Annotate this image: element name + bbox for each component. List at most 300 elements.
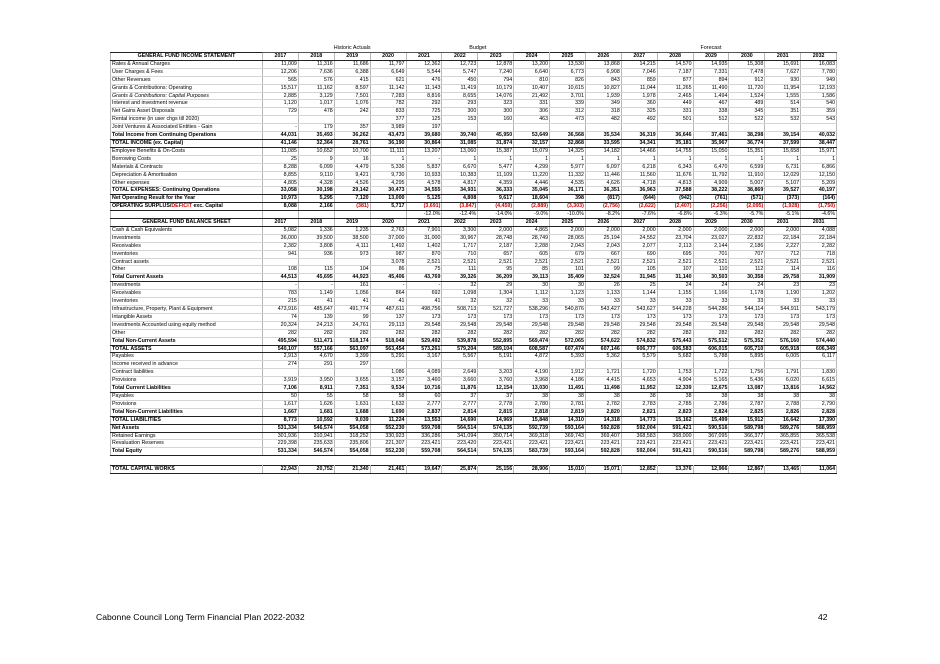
value-cell: 2,820 (585, 408, 621, 416)
value-cell: 9,421 (334, 171, 370, 179)
value-cell: - (263, 124, 299, 132)
value-cell: 543 (801, 116, 837, 124)
value-cell: 29,548 (765, 321, 801, 329)
value-cell: 583,739 (514, 448, 550, 456)
value-cell: 35,967 (693, 139, 729, 147)
value-cell: 725 (406, 108, 442, 116)
value-cell: 11,009 (263, 60, 299, 68)
value-cell: 75 (406, 266, 442, 274)
table-row (111, 313, 940, 321)
value-cell: 1,120 (263, 100, 299, 108)
value-cell: 592,828 (585, 424, 621, 432)
value-cell: 592,828 (585, 448, 621, 456)
value-cell: 345 (729, 108, 765, 116)
value-cell: 33 (729, 298, 765, 306)
value-cell: 23,704 (657, 234, 693, 242)
value-cell: 11,498 (585, 385, 621, 393)
row-label: TOTAL CAPITAL WORKS (111, 466, 263, 474)
value-cell: 9,730 (370, 171, 406, 179)
value-cell: 572,065 (550, 337, 586, 345)
value-cell: 498,756 (406, 306, 442, 314)
value-cell (729, 361, 765, 369)
value-cell: 33 (550, 298, 586, 306)
value-cell: 2,782 (585, 400, 621, 408)
value-cell: (164) (801, 195, 837, 203)
value-cell: 2,288 (514, 242, 550, 250)
value-cell: 338 (693, 108, 729, 116)
value-cell: 39,680 (406, 132, 442, 140)
row-label: Intangible Assets (111, 313, 263, 321)
value-cell: 2,521 (478, 258, 514, 266)
value-cell: 7,240 (478, 68, 514, 76)
value-cell: 864 (370, 290, 406, 298)
value-cell: 36,319 (621, 132, 657, 140)
value-cell: 936 (298, 250, 334, 258)
value-cell: 606,777 (621, 345, 657, 353)
value-cell: 223,421 (585, 440, 621, 448)
group-spacer (550, 44, 586, 53)
value-cell: 463 (514, 116, 550, 124)
value-cell: 293 (442, 100, 478, 108)
value-cell: 1 (442, 155, 478, 163)
value-cell: 7,478 (729, 68, 765, 76)
value-cell: 552,230 (370, 448, 406, 456)
value-cell: 28,761 (334, 139, 370, 147)
table-body (111, 44, 940, 474)
table-row (111, 226, 940, 234)
value-cell: 29,548 (657, 321, 693, 329)
value-cell: 2,781 (550, 400, 586, 408)
value-cell: 11,792 (693, 171, 729, 179)
value-cell: 11,686 (334, 60, 370, 68)
value-cell: 85 (514, 266, 550, 274)
value-cell: 282 (442, 329, 478, 337)
value-cell: 297 (334, 361, 370, 369)
year-header-cell: 2023 (478, 53, 514, 61)
value-cell: 2,043 (585, 242, 621, 250)
row-label: Receivables (111, 290, 263, 298)
value-cell: 930 (765, 76, 801, 84)
row-label: TOTAL ASSETS (111, 345, 263, 353)
value-cell (585, 124, 621, 132)
value-cell: 575,443 (657, 337, 693, 345)
value-cell: 591,421 (657, 424, 693, 432)
table-row (111, 124, 940, 132)
value-cell: 4,446 (514, 179, 550, 187)
value-cell: 23 (801, 282, 837, 290)
value-cell: 564,514 (442, 424, 478, 432)
value-cell: 173 (729, 313, 765, 321)
value-cell: 540,107 (263, 345, 299, 353)
value-cell: 4,089 (406, 369, 442, 377)
group-spacer (514, 44, 550, 53)
value-cell: 367,095 (693, 432, 729, 440)
value-cell: 6,866 (801, 163, 837, 171)
value-cell: 7,901 (406, 226, 442, 234)
value-cell: 37,461 (693, 132, 729, 140)
value-cell: 539,878 (442, 337, 478, 345)
value-cell: 36,262 (334, 132, 370, 140)
value-cell: 357 (334, 124, 370, 132)
value-cell: 29,113 (370, 321, 406, 329)
value-cell: 2,819 (550, 408, 586, 416)
value-cell (801, 361, 837, 369)
value-cell: 2,000 (585, 226, 621, 234)
value-cell (765, 361, 801, 369)
value-cell: 2,000 (478, 226, 514, 234)
value-cell: 15,691 (765, 60, 801, 68)
balance-year-header-row (111, 219, 940, 227)
value-cell: 13,000 (370, 195, 406, 203)
value-cell (406, 361, 442, 369)
table-row (111, 68, 940, 76)
value-cell: 312 (550, 108, 586, 116)
value-cell: 37 (478, 392, 514, 400)
value-cell: 1,166 (693, 290, 729, 298)
table-row (111, 242, 940, 250)
value-cell: 1,717 (442, 242, 478, 250)
row-label: User Charges & Fees (111, 68, 263, 76)
value-cell: 5,579 (621, 353, 657, 361)
value-cell: 235,633 (298, 440, 334, 448)
value-cell: 2,186 (729, 242, 765, 250)
value-cell: 369,407 (585, 432, 621, 440)
value-cell: 589,104 (478, 345, 514, 353)
value-cell: 39,527 (765, 187, 801, 195)
value-cell (263, 258, 299, 266)
value-cell: 565 (263, 76, 299, 84)
value-cell: 1 (550, 155, 586, 163)
value-cell: 4,299 (514, 163, 550, 171)
row-label: Contract liabilities (111, 369, 263, 377)
value-cell: 1,939 (585, 92, 621, 100)
value-cell: 543,179 (801, 306, 837, 314)
value-cell: 34,341 (621, 139, 657, 147)
value-cell: 300 (478, 108, 514, 116)
value-cell: 173 (442, 313, 478, 321)
value-cell: 366,377 (729, 432, 765, 440)
value-cell: 197 (406, 124, 442, 132)
value-cell: 1,492 (370, 242, 406, 250)
value-cell: 859 (621, 76, 657, 84)
value-cell: 137 (370, 313, 406, 321)
value-cell: 40,032 (801, 132, 837, 140)
value-cell: 1,402 (406, 242, 442, 250)
row-label: Investments (111, 234, 263, 242)
value-cell: 1,098 (442, 290, 478, 298)
value-cell: 23,027 (693, 234, 729, 242)
value-cell: 11,044 (621, 84, 657, 92)
row-label: Investments Accounted using equity method (111, 321, 263, 329)
value-cell: 1 (765, 155, 801, 163)
value-cell: 707 (729, 250, 765, 258)
value-cell: 29,548 (801, 321, 837, 329)
row-label: TOTAL LIABILITIES (111, 416, 263, 424)
table-row (111, 329, 940, 337)
value-cell: 41 (406, 298, 442, 306)
value-cell: 223,421 (514, 440, 550, 448)
value-cell: 2,825 (729, 408, 765, 416)
value-cell: 12,150 (801, 171, 837, 179)
value-cell: 15,658 (765, 147, 801, 155)
value-cell: 12,852 (621, 466, 657, 474)
value-cell: 6,470 (693, 163, 729, 171)
value-cell: 13,207 (406, 147, 442, 155)
value-cell: 544,228 (657, 306, 693, 314)
value-cell: 576,160 (765, 337, 801, 345)
page-number: 42 (818, 612, 828, 622)
value-cell: 223,420 (442, 440, 478, 448)
value-cell: 489 (729, 100, 765, 108)
year-header-cell: 2031 (801, 219, 837, 227)
value-cell: 559,708 (406, 448, 442, 456)
value-cell: 495,594 (263, 337, 299, 345)
value-cell: 2,521 (657, 258, 693, 266)
value-cell: -6.8% (657, 211, 693, 219)
row-label: Net Assets (111, 424, 263, 432)
value-cell: 9,039 (334, 416, 370, 424)
value-cell: (2,622) (621, 203, 657, 211)
year-header-cell: 2018 (298, 53, 334, 61)
value-cell: 5,007 (729, 179, 765, 187)
value-cell: 37,000 (370, 234, 406, 242)
value-cell: 2,790 (801, 400, 837, 408)
value-cell: 1 (514, 155, 550, 163)
value-cell: 6,020 (765, 377, 801, 385)
value-cell: 14,310 (550, 416, 586, 424)
value-cell: 5,082 (263, 226, 299, 234)
value-cell: 30 (514, 282, 550, 290)
value-cell: 368,583 (621, 432, 657, 440)
value-cell: 37,599 (765, 139, 801, 147)
row-label: Retained Earnings (111, 432, 263, 440)
value-cell: (4,459) (478, 203, 514, 211)
value-cell: 35,534 (585, 132, 621, 140)
value-cell: 11,446 (585, 171, 621, 179)
row-label: Other expenses (111, 179, 263, 187)
row-label: Total Non-Current Liabilities (111, 408, 263, 416)
value-cell: 1,155 (657, 290, 693, 298)
value-cell: 833 (370, 108, 406, 116)
balance-section-title: GENERAL FUND BALANCE SHEET (111, 219, 263, 227)
value-cell: 173 (478, 313, 514, 321)
value-cell: 1,720 (621, 369, 657, 377)
table-row (111, 100, 940, 108)
row-label: Joint Ventures & Associated Entities - Gain (111, 124, 263, 132)
value-cell: 3,968 (514, 377, 550, 385)
value-cell: 2,823 (657, 408, 693, 416)
value-cell: -12.0% (406, 211, 442, 219)
value-cell: 4,872 (514, 353, 550, 361)
value-cell: 3,300 (442, 226, 478, 234)
value-cell: 31,085 (442, 139, 478, 147)
value-cell: 9,110 (298, 171, 334, 179)
table-row (111, 432, 940, 440)
value-cell: 552,895 (478, 337, 514, 345)
value-cell: 1,830 (801, 369, 837, 377)
value-cell: 11,676 (657, 171, 693, 179)
value-cell: 282 (334, 329, 370, 337)
value-cell: 2,113 (657, 242, 693, 250)
value-cell: 282 (657, 329, 693, 337)
value-cell: 4,479 (334, 163, 370, 171)
value-cell: 3,660 (442, 377, 478, 385)
value-cell: 242 (334, 108, 370, 116)
value-cell: 10,592 (298, 416, 334, 424)
value-cell: 13,530 (550, 60, 586, 68)
value-cell (298, 116, 334, 124)
value-cell: 369,318 (514, 432, 550, 440)
value-cell: 540 (801, 100, 837, 108)
value-cell: 38 (765, 392, 801, 400)
value-cell: 33 (621, 298, 657, 306)
value-cell: 2,521 (514, 258, 550, 266)
value-cell: 323 (478, 100, 514, 108)
value-cell: 589,276 (765, 424, 801, 432)
value-cell: 12,675 (693, 385, 729, 393)
value-cell: 14,182 (585, 147, 621, 155)
value-cell: 5,567 (442, 353, 478, 361)
value-cell: 2,043 (550, 242, 586, 250)
financial-plan-sheet (110, 44, 836, 474)
value-cell: 826 (550, 76, 586, 84)
value-cell: 15,848 (514, 416, 550, 424)
value-cell: 544,911 (765, 306, 801, 314)
value-cell: 36,209 (478, 274, 514, 282)
row-label: Grants & Contributions: Capital Purposes (111, 92, 263, 100)
year-header-cell: 2025 (550, 219, 586, 227)
value-cell: 2,521 (801, 258, 837, 266)
value-cell: 575,352 (729, 337, 765, 345)
value-cell: 20,752 (298, 466, 334, 474)
value-cell: 28,065 (550, 234, 586, 242)
value-cell: 679 (550, 250, 586, 258)
year-header-cell: 2020 (370, 53, 406, 61)
row-label: Depreciation & Amortisation (111, 171, 263, 179)
value-cell: 5,544 (406, 68, 442, 76)
value-cell: 41 (298, 298, 334, 306)
value-cell: 2,763 (370, 226, 406, 234)
value-cell: 554,058 (334, 424, 370, 432)
row-label: Other (111, 266, 263, 274)
value-cell: 1,681 (298, 408, 334, 416)
value-cell: 6,908 (585, 68, 621, 76)
value-cell: 21,492 (514, 92, 550, 100)
value-cell: 1,524 (729, 92, 765, 100)
row-label: OPERATING SURPLUS/DEFICIT exc. Capital (111, 203, 263, 211)
row-label (111, 211, 263, 219)
value-cell: 3,157 (370, 377, 406, 385)
value-cell: 173 (514, 313, 550, 321)
value-cell: 38 (729, 392, 765, 400)
value-cell: 1,756 (729, 369, 765, 377)
value-cell: 554,058 (334, 448, 370, 456)
year-header-cell: 2032 (801, 53, 837, 61)
value-cell: 870 (406, 250, 442, 258)
value-cell: 215 (263, 298, 299, 306)
value-cell: 173 (406, 313, 442, 321)
value-cell: 6,670 (442, 163, 478, 171)
value-cell: 173 (585, 313, 621, 321)
value-cell: 360 (621, 100, 657, 108)
value-cell: 5,191 (478, 353, 514, 361)
value-cell: 450 (442, 76, 478, 84)
value-cell: 4,865 (514, 226, 550, 234)
value-cell: 3,655 (334, 377, 370, 385)
value-cell: 30,967 (442, 234, 478, 242)
value-cell: (1,928) (765, 203, 801, 211)
value-cell: 6,773 (550, 68, 586, 76)
value-cell: 521,727 (478, 306, 514, 314)
value-cell: (373) (765, 195, 801, 203)
value-cell: 1,076 (334, 100, 370, 108)
year-header-cell: 2028 (657, 53, 693, 61)
value-cell: 38 (585, 392, 621, 400)
value-cell: 2,521 (442, 258, 478, 266)
value-cell: 3,399 (334, 353, 370, 361)
value-cell: 563,097 (334, 345, 370, 353)
value-cell: 29,548 (693, 321, 729, 329)
value-cell: 15,971 (801, 147, 837, 155)
value-cell: 2,778 (478, 400, 514, 408)
value-cell: 11,064 (801, 466, 837, 474)
value-cell: 10,383 (442, 171, 478, 179)
value-cell: 4,626 (585, 179, 621, 187)
value-cell: 110 (693, 266, 729, 274)
value-cell: 14,562 (801, 385, 837, 393)
value-cell: 7,046 (621, 68, 657, 76)
value-cell: 552,230 (370, 424, 406, 432)
value-cell: 2,166 (298, 203, 334, 211)
value-cell: 2,521 (765, 258, 801, 266)
value-cell: 593,164 (550, 448, 586, 456)
value-cell: 365,855 (765, 432, 801, 440)
value-cell: 794 (478, 76, 514, 84)
row-label: Investments (111, 282, 263, 290)
row-label: Total Current Assets (111, 274, 263, 282)
value-cell: 31,140 (657, 274, 693, 282)
table-row (111, 377, 940, 385)
year-header-cell: 2018 (298, 219, 334, 227)
value-cell: 29,548 (442, 321, 478, 329)
value-cell: 35,409 (550, 274, 586, 282)
row-label: Inventories (111, 298, 263, 306)
value-cell: 173 (657, 313, 693, 321)
value-cell: 36,646 (657, 132, 693, 140)
year-header-cell: 2017 (263, 219, 299, 227)
value-cell: 28,906 (514, 466, 550, 474)
group-budget: Budget (442, 44, 514, 53)
value-cell: 576 (298, 76, 334, 84)
value-cell: -4.6% (801, 211, 837, 219)
value-cell: 11,491 (550, 385, 586, 393)
value-cell (585, 361, 621, 369)
value-cell: 912 (729, 76, 765, 84)
income-section-title: GENERAL FUND INCOME STATEMENT (111, 53, 263, 61)
value-cell: 573,261 (406, 345, 442, 353)
value-cell: 2,144 (693, 242, 729, 250)
table-row (111, 187, 940, 195)
value-cell: 13,060 (442, 147, 478, 155)
row-label: Provisions (111, 400, 263, 408)
value-cell: 3,129 (298, 92, 334, 100)
value-cell: 1,112 (514, 290, 550, 298)
value-cell: 359 (801, 108, 837, 116)
value-cell: 35,181 (657, 139, 693, 147)
row-label: Total Non-Current Assets (111, 337, 263, 345)
value-cell: -14.0% (478, 211, 514, 219)
value-cell: 6,343 (657, 163, 693, 171)
